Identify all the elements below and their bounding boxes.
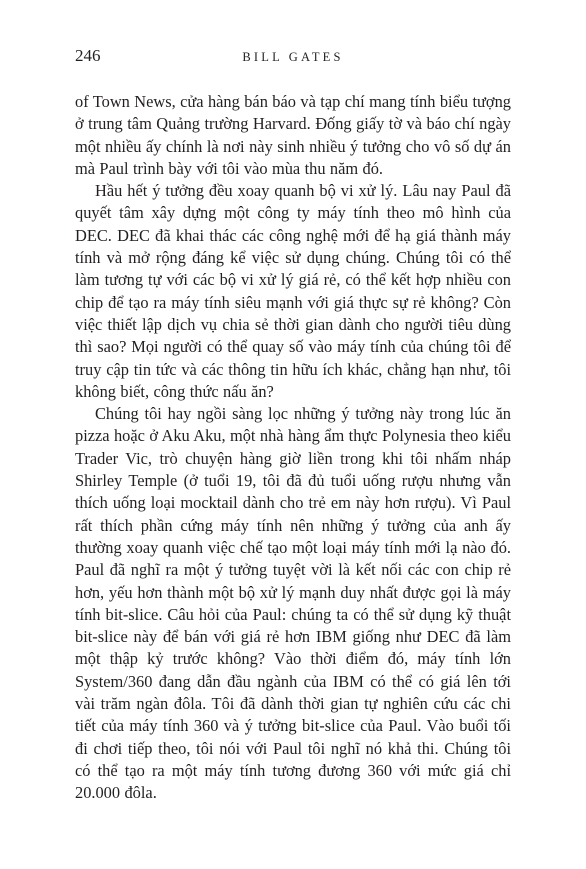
body-text <box>75 91 511 805</box>
paragraph: Chúng tôi hay ngồi sàng lọc những ý tưởng này trong lúc ăn pizza hoặc ở Aku Aku, một nhà hàng ẩm thực Polynesia theo kiểu Trader Vic, trò chuyện hàng giờ liền trong khi tôi nhấm nháp Shirley Temple (ở tuổi 19, tôi đã đủ tuổi uống rượu nhưng vẫn thích uống loại mocktail dành cho trẻ em này hơn rượu). Vì Paul rất thích phần cứng máy tính nên những ý tưởng của anh ấy thường xoay quanh việc chế tạo một loại máy tính mới lạ nào đó. Paul đã nghĩ ra một ý tưởng tuyệt vời là kết nối các con chip rẻ hơn, yếu hơn thành một bộ xử lý mạnh duy nhất được gọi là máy tính bit-slice. Câu hỏi của Paul: chúng ta có thể sử dụng kỹ thuật bit-slice này để bán với giá rẻ hơn IBM giống như DEC đã làm một thập kỷ trước không? Vào thời điểm đó, máy tính lớn System/360 đang dẫn đầu ngành của IBM có thể có giá lên tới vài trăm ngàn đôla. Tôi đã dành thời gian tự nghiên cứu các chi tiết của máy tính 360 và ý tưởng bit-slice của Paul. Vào buổi tối đi chơi tiếp theo, tôi nói với Paul tôi nghĩ nó khả thi. Chúng tôi có thể tạo ra một máy tính tương đương 360 với mức giá chỉ 20.000 đôla. <box>75 404 511 803</box>
paragraph-continued: of Town News, cửa hàng bán báo và tạp chí mang tính biểu tượng ở trung tâm Quảng trường Harvard. Đống giấy tờ và báo chí ngày một nhiều ấy chính là nơi này sinh nhiều ý tưởng cho vô số dự án mà Paul trình bày với tôi vào mùa thu năm đó. <box>75 92 511 178</box>
page-number: 246 <box>75 46 101 65</box>
paragraph: Hầu hết ý tưởng đều xoay quanh bộ vi xử lý. Lâu nay Paul đã quyết tâm xây dựng một công ty máy tính theo mô hình của DEC. DEC đã khai thác các công nghệ mới để hạ giá thành máy tính và mở rộng đáng kể việc sử dụng chúng. Chúng tôi có thể làm tương tự với các bộ vi xử lý giá rẻ, có thể kết hợp nhiều con chip để tạo ra máy tính siêu mạnh với giá thực sự rẻ không? Còn việc thiết lập dịch vụ chia sẻ thời gian dành cho người tiêu dùng thì sao? Mọi người có thể quay số vào máy tính của chúng tôi để truy cập tin tức và các thông tin hữu ích khác, chẳng hạn như, tôi không biết, công thức nấu ăn? <box>75 181 511 401</box>
running-head: BILL GATES <box>242 50 344 64</box>
page-header <box>75 44 511 68</box>
